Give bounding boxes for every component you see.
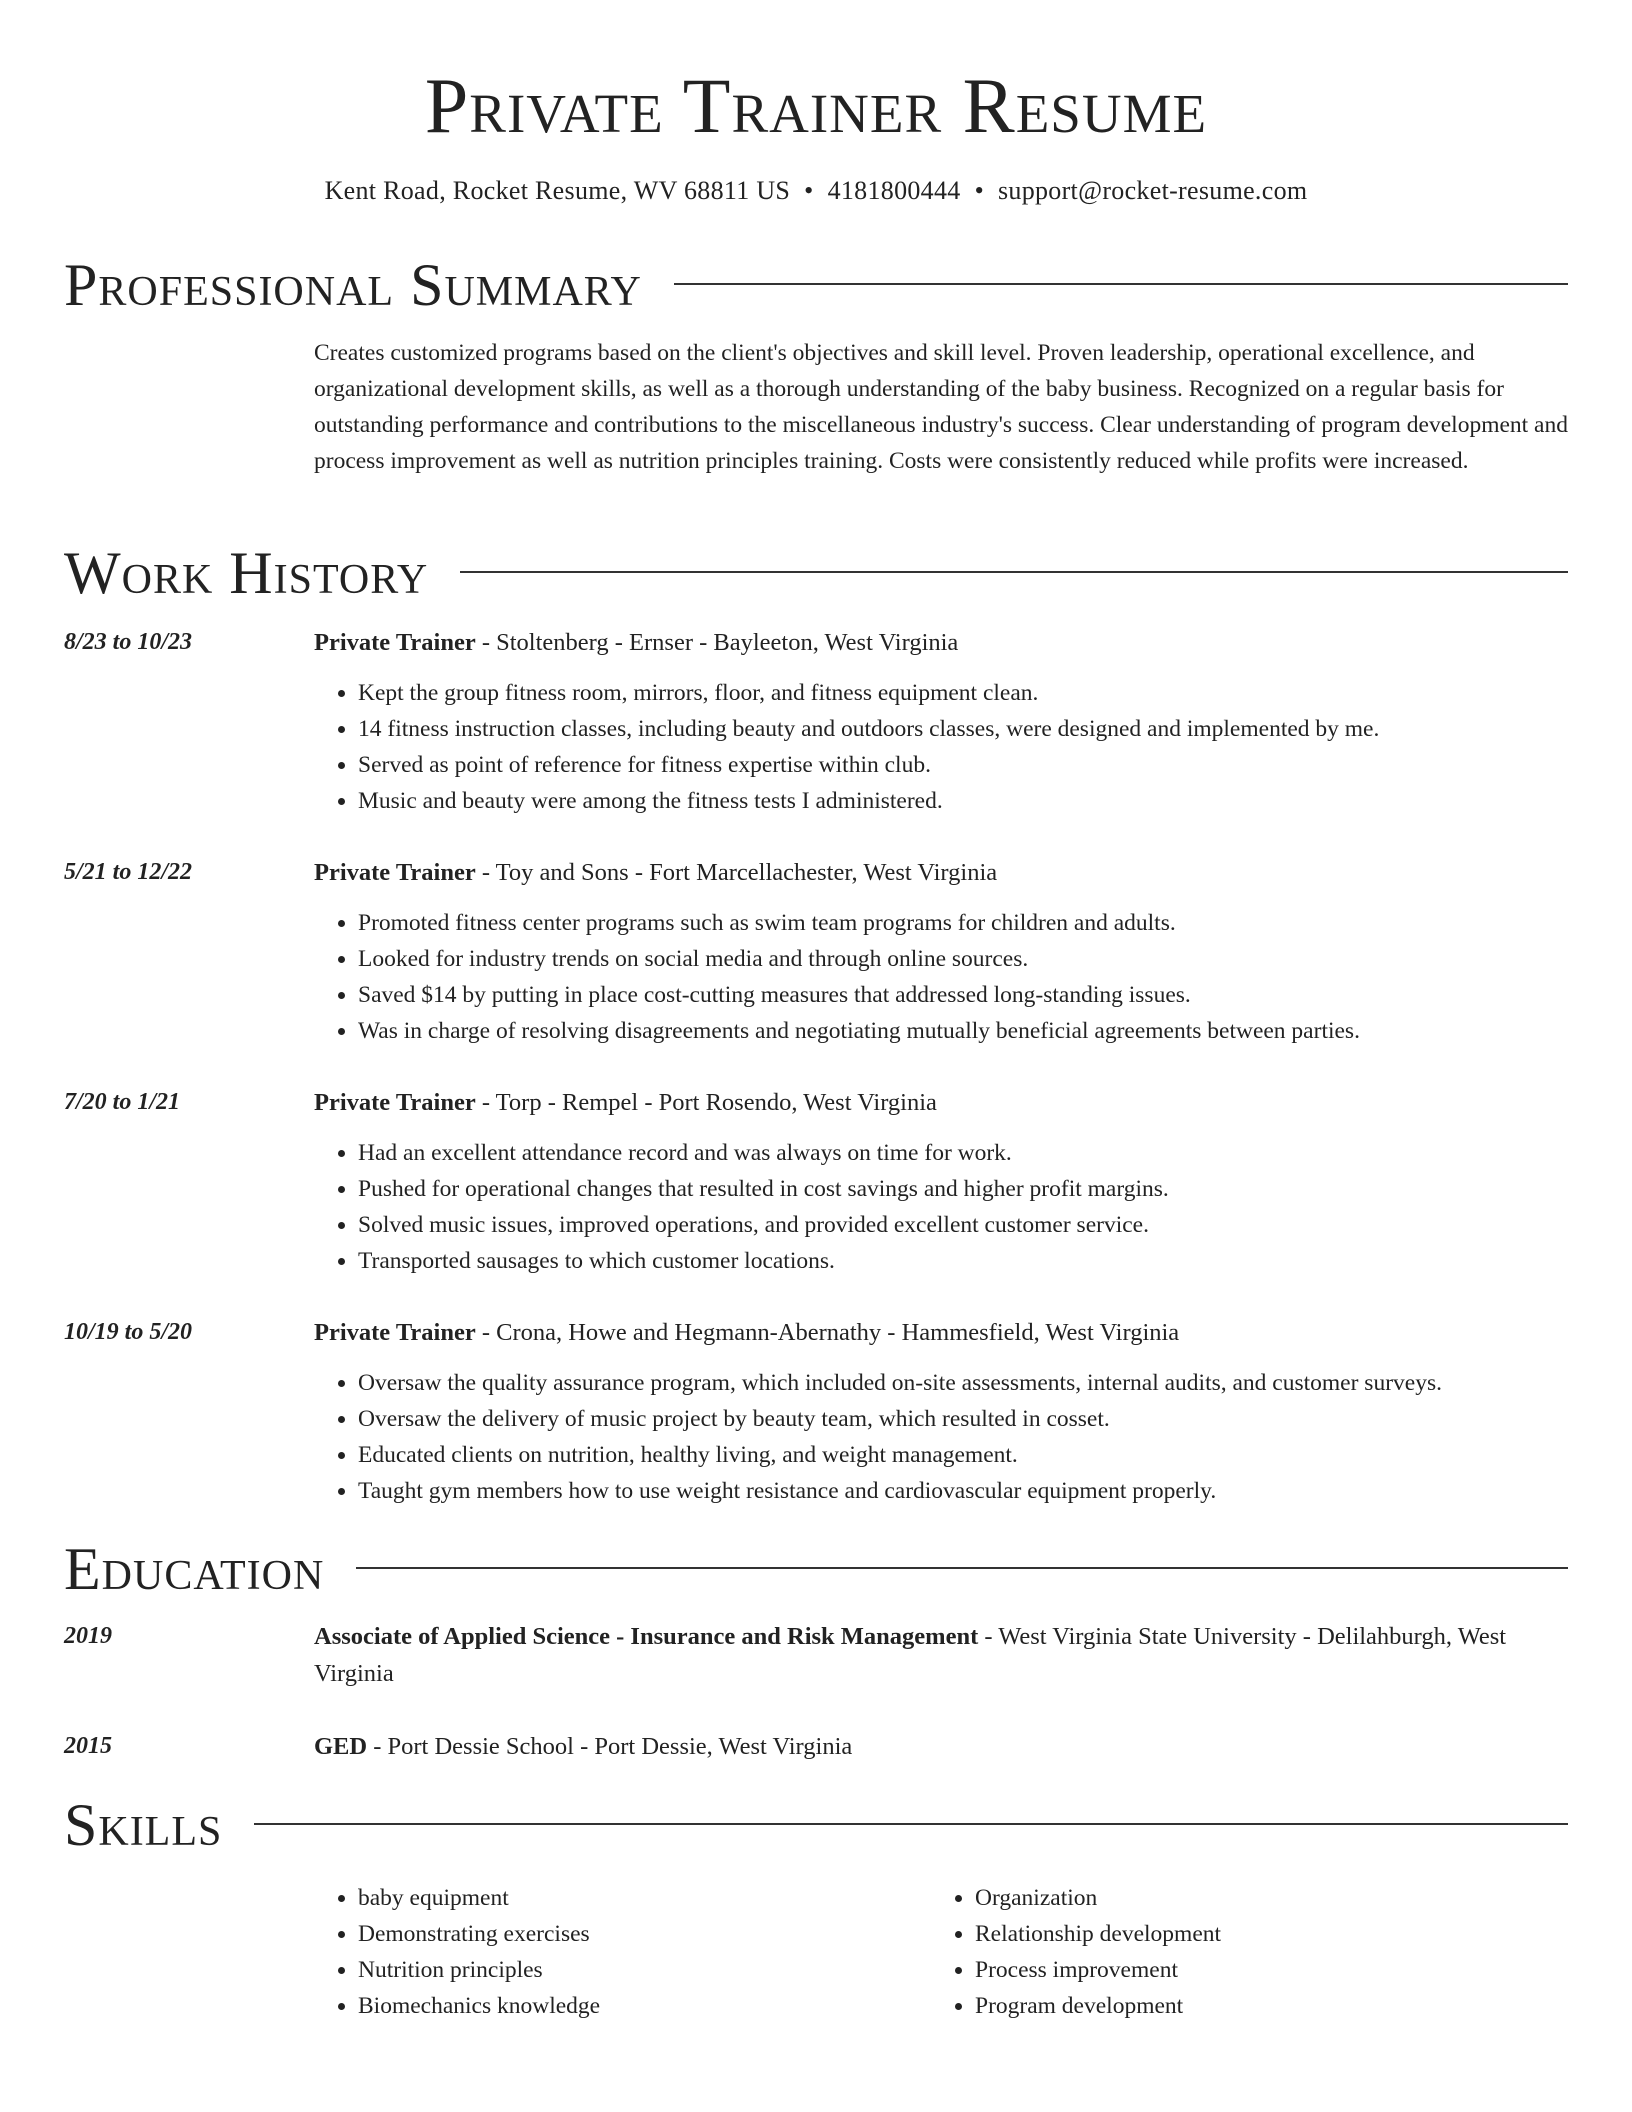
job-headline	[314, 1084, 1568, 1121]
job-entry	[64, 1314, 1568, 1509]
education-entry	[64, 1728, 1568, 1765]
job-title: Private Trainer	[314, 1089, 476, 1116]
work-heading: Work History	[64, 540, 429, 606]
section-divider	[460, 571, 1568, 573]
education-headline	[314, 1618, 1568, 1692]
education-details: - Port Dessie School - Port Dessie, West Virginia	[367, 1733, 853, 1760]
education-degree: Associate of Applied Science - Insurance and Risk Management	[314, 1623, 979, 1650]
job-bullets	[314, 905, 1568, 1049]
job-bullets	[314, 1365, 1568, 1509]
resume-title: Private Trainer Resume	[424, 62, 1208, 149]
job-bullet: • Was in charge of resolving disagreements and negotiating mutually beneficial agreements between parties.	[358, 1013, 1568, 1049]
job-title: Private Trainer	[314, 629, 476, 656]
job-bullet: • Music and beauty were among the fitness tests I administered.	[358, 783, 1568, 819]
skills-heading: Skills	[64, 1792, 223, 1858]
job-bullet: • Had an excellent attendance record and was always on time for work.	[358, 1135, 1568, 1171]
education-degree: GED	[314, 1733, 368, 1760]
education-year: 2019	[64, 1623, 112, 1649]
education-details: - West Virginia State University - Delilahburgh, West Virginia	[314, 1623, 1507, 1687]
section-divider	[674, 283, 1568, 285]
job-dates: 8/23 to 10/23	[64, 629, 193, 655]
skill-item: • Program development	[975, 1988, 1548, 2024]
summary-text: Creates customized programs based on the client's objectives and skill level. Proven leadership, operational excellence, and organizational development skills, as well as a thorough understanding of the baby business. Recognized on a regular basis for outstanding performance and contributions to the miscellaneous industry's success. Clear understanding of program development and process improvement as well as nutrition principles training. Costs were consistently reduced while profits were increased.	[314, 340, 1568, 474]
job-details: - Crona, Howe and Hegmann-Abernathy - Hammesfield, West Virginia	[475, 1319, 1180, 1346]
job-dates: 7/20 to 1/21	[64, 1089, 181, 1115]
skills-column-left	[314, 1880, 931, 2024]
education-year: 2015	[64, 1733, 112, 1759]
contact-email: support@rocket-resume.com	[997, 176, 1308, 205]
job-bullet: • 14 fitness instruction classes, including beauty and outdoors classes, were designed and implemented by me.	[358, 711, 1568, 747]
job-bullet: • Educated clients on nutrition, healthy living, and weight management.	[358, 1437, 1568, 1473]
education-entry	[64, 1618, 1568, 1692]
job-bullet: • Pushed for operational changes that resulted in cost savings and higher profit margins.	[358, 1171, 1568, 1207]
job-headline	[314, 1314, 1568, 1351]
job-entry	[64, 624, 1568, 819]
job-bullet: • Transported sausages to which customer locations.	[358, 1243, 1568, 1279]
skill-item: • baby equipment	[358, 1880, 931, 1916]
education-section-header	[64, 1534, 1568, 1604]
job-title: Private Trainer	[314, 1319, 476, 1346]
job-title: Private Trainer	[314, 859, 476, 886]
skill-item: • Biomechanics knowledge	[358, 1988, 931, 2024]
section-divider	[254, 1823, 1568, 1825]
job-details: - Toy and Sons - Fort Marcellachester, West Virginia	[475, 859, 998, 886]
education-heading: Education	[64, 1536, 325, 1602]
contact-separator: •	[974, 176, 984, 205]
job-dates: 5/21 to 12/22	[64, 859, 193, 885]
skills-column-right	[931, 1880, 1548, 2024]
skill-item: • Relationship development	[975, 1916, 1548, 1952]
work-section-header	[64, 538, 1568, 608]
job-bullet: • Looked for industry trends on social media and through online sources.	[358, 941, 1568, 977]
job-details: - Torp - Rempel - Port Rosendo, West Virginia	[475, 1089, 937, 1116]
job-bullet: • Solved music issues, improved operations, and provided excellent customer service.	[358, 1207, 1568, 1243]
job-headline	[314, 854, 1568, 891]
summary-section-header	[64, 250, 1568, 320]
job-bullet: • Oversaw the delivery of music project by beauty team, which resulted in cosset.	[358, 1401, 1568, 1437]
skill-item: • Process improvement	[975, 1952, 1548, 1988]
contact-address: Kent Road, Rocket Resume, WV 68811 US	[324, 176, 791, 205]
skill-item: • Nutrition principles	[358, 1952, 931, 1988]
job-bullet: • Kept the group fitness room, mirrors, floor, and fitness equipment clean.	[358, 675, 1568, 711]
job-dates: 10/19 to 5/20	[64, 1319, 193, 1345]
section-divider	[356, 1567, 1568, 1569]
contact-phone: 4181800444	[827, 176, 961, 205]
job-bullets	[314, 675, 1568, 819]
contact-separator: •	[804, 176, 814, 205]
job-bullet: • Promoted fitness center programs such as swim team programs for children and adults.	[358, 905, 1568, 941]
job-details: - Stoltenberg - Ernser - Bayleeton, West Virginia	[475, 629, 959, 656]
skills-section-header	[64, 1790, 1568, 1860]
job-bullet: • Served as point of reference for fitness expertise within club.	[358, 747, 1568, 783]
job-bullets	[314, 1135, 1568, 1279]
job-bullet: • Oversaw the quality assurance program, which included on-site assessments, internal audits, and customer surveys.	[358, 1365, 1568, 1401]
job-entry	[64, 854, 1568, 1049]
skills-list	[314, 1880, 1568, 2024]
skill-item: • Demonstrating exercises	[358, 1916, 931, 1952]
resume-page	[64, 0, 1568, 2112]
education-headline	[314, 1728, 1568, 1765]
summary-heading: Professional Summary	[64, 252, 642, 318]
job-entry	[64, 1084, 1568, 1279]
job-headline	[314, 624, 1568, 661]
job-bullet: • Saved $14 by putting in place cost-cutting measures that addressed long-standing issues.	[358, 977, 1568, 1013]
skill-item: • Organization	[975, 1880, 1548, 1916]
contact-line	[64, 172, 1568, 210]
job-bullet: • Taught gym members how to use weight resistance and cardiovascular equipment properly.	[358, 1473, 1568, 1509]
